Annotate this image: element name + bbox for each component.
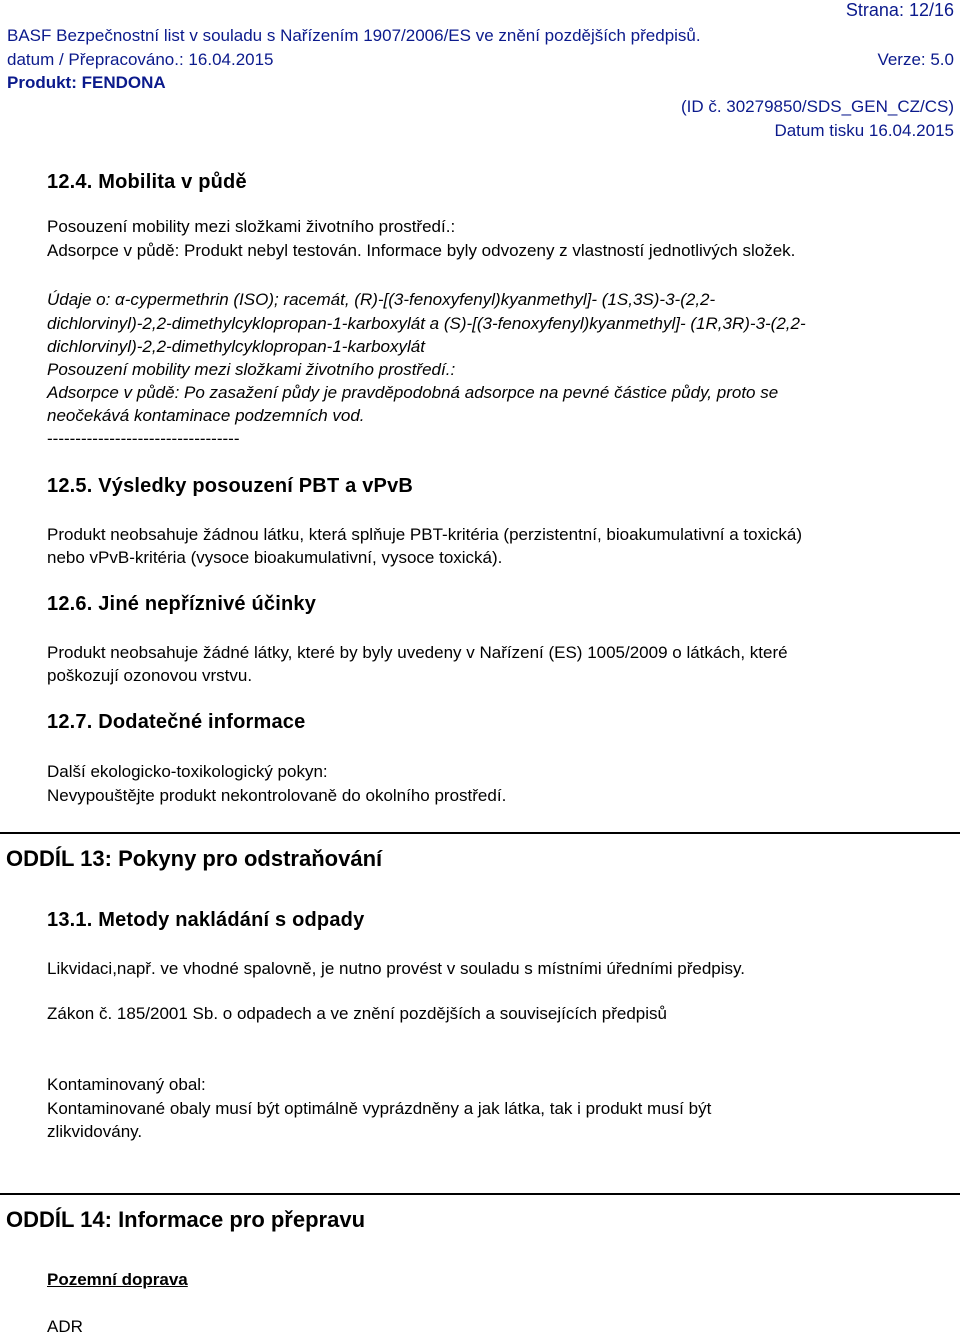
section-12-5-title: 12.5. Výsledky posouzení PBT a vPvB xyxy=(47,475,414,497)
print-date: Datum tisku 16.04.2015 xyxy=(774,121,954,140)
s13-line5: zlikvidovány. xyxy=(47,1122,143,1141)
section-12-4-title: 12.4. Mobilita v půdě xyxy=(47,171,247,193)
s13-line2: Zákon č. 185/2001 Sb. o odpadech a ve znění pozdějších a souvisejících předpisů xyxy=(47,1004,667,1023)
section-13-header xyxy=(0,832,960,871)
land-transport-heading: Pozemní doprava xyxy=(47,1270,188,1289)
s124-italic3: dichlorvinyl)-2,2-dimethylcyklopropan-1-karboxylát xyxy=(47,337,425,356)
s124-line2: Adsorpce v půdě: Produkt nebyl testován. Informace byly odvozeny z vlastností jednotlivých složek. xyxy=(47,241,796,260)
section-14-header xyxy=(0,1193,960,1232)
s126-line1: Produkt neobsahuje žádné látky, které by byly uvedeny v Nařízení (ES) 1005/2009 o látkách, které xyxy=(47,643,788,662)
s124-italic2: dichlorvinyl)-2,2-dimethylcyklopropan-1-karboxylát a (S)-[(3-fenoxyfenyl)kyanmethyl]- (1R,3R)-3-(2,2- xyxy=(47,314,806,333)
s124-italic5: Adsorpce v půdě: Po zasažení půdy je pravděpodobná adsorpce na pevné částice půdy, proto se xyxy=(47,383,779,402)
s124-line1: Posouzení mobility mezi složkami životního prostředí.: xyxy=(47,217,456,236)
s13-line4: Kontaminované obaly musí být optimálně vyprázdněny a jak látka, tak i produkt musí být xyxy=(47,1099,712,1118)
s13-line1: Likvidaci,např. ve vhodné spalovně, je nutno provést v souladu s místními úředními předpisy. xyxy=(47,959,745,978)
s126-line2: poškozují ozonovou vrstvu. xyxy=(47,666,253,685)
document-id: (ID č. 30279850/SDS_GEN_CZ/CS) xyxy=(680,97,954,116)
s13-line3: Kontaminovaný obal: xyxy=(47,1075,206,1094)
s127-line1: Další ekologicko-toxikologický pokyn: xyxy=(47,762,328,781)
section-13-1-title: 13.1. Metody nakládání s odpady xyxy=(47,909,365,931)
section-12-7-title: 12.7. Dodatečné informace xyxy=(47,711,306,733)
s125-line2: nebo vPvB-kritéria (vysoce bioakumulativní, vysoce toxická). xyxy=(47,548,503,567)
dash-separator: ---------------------------------- xyxy=(47,429,240,448)
s124-italic6: neočekává kontaminace podzemních vod. xyxy=(47,406,365,425)
section-12-6-title: 12.6. Jiné nepříznivé účinky xyxy=(47,593,317,615)
s127-line2: Nevypouštějte produkt nekontrolovaně do okolního prostředí. xyxy=(47,786,507,805)
page-number: Strana: 12/16 xyxy=(845,0,954,20)
section-13-title: ODDÍL 13: Pokyny pro odstraňování xyxy=(6,846,383,871)
version: Verze: 5.0 xyxy=(877,50,954,69)
product-name: Produkt: FENDONA xyxy=(7,73,166,92)
s124-italic1: Údaje o: α-cypermethrin (ISO); racemát, (R)-[(3-fenoxyfenyl)kyanmethyl]- (1S,3S)-3-(2,2- xyxy=(47,290,716,309)
revision-date: datum / Přepracováno.: 16.04.2015 xyxy=(7,50,274,69)
section-14-title: ODDÍL 14: Informace pro přepravu xyxy=(6,1207,366,1232)
s14-adr: ADR xyxy=(47,1317,83,1336)
s124-italic4: Posouzení mobility mezi složkami životního prostředí.: xyxy=(47,360,456,379)
s125-line1: Produkt neobsahuje žádnou látku, která splňuje PBT-kritéria (perzistentní, bioakumulativní a toxická) xyxy=(47,525,803,544)
